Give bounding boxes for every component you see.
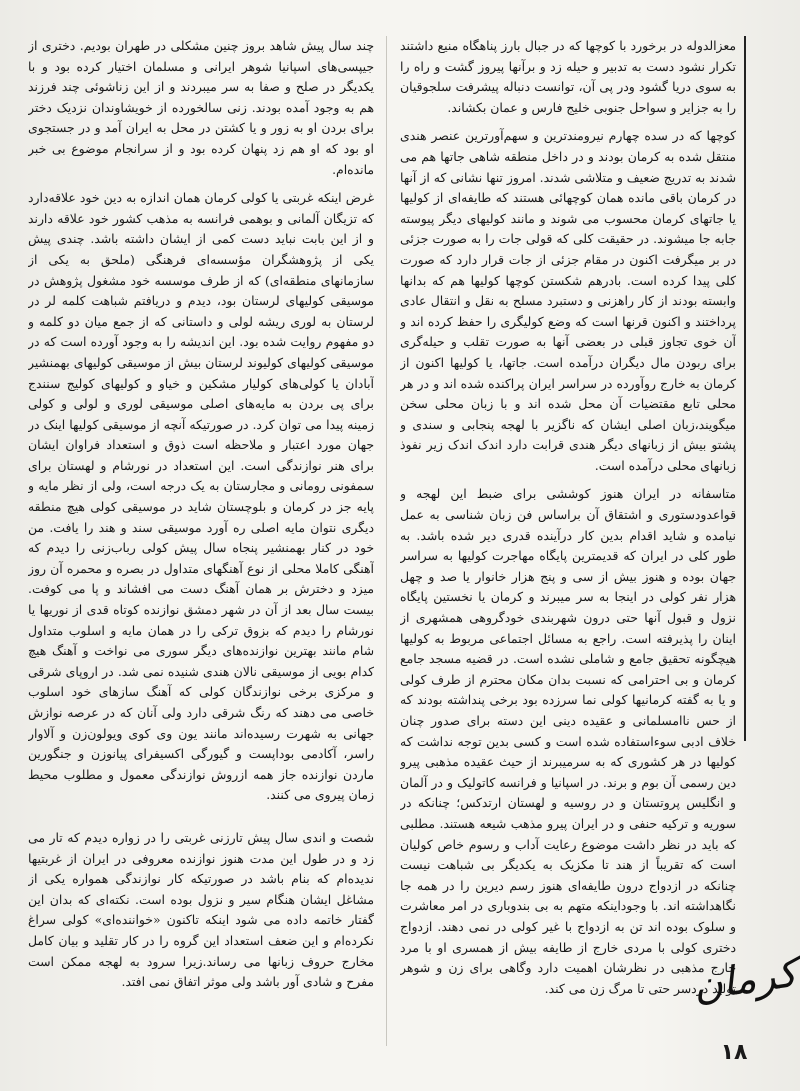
- left-column: [28, 36, 374, 1056]
- page-number: ۱۸: [720, 1040, 748, 1065]
- column-divider: [386, 36, 387, 1046]
- paragraph: کوچها که در سده چهارم نیرومندترین و سهم‌آورترین عنصر هندی منتقل شده به کرمان بودند و در داخل منطقه شاهی جاتها هم می شدند به تدریج ضعیف و متلاشی شدند. امروز تنها نشانی که از آنها در کرمان باقی مانده همان کوچهائی هستند که طایفه‌ای از کولیها یا جاتهای کرمان محسوب می شوند و مانند کولیهای دیگر پیوسته جابه جا میشوند. در حقیقت کلی که قولی جات را به صورت جزئی در بر میگرفت اکنون در مقام جزئی از جات قرار دارد که صورت کلی پیدا کرده است. بادرهم شکستن کوچها کولیها هم که بدانها وابسته بودند از کار راهزنی و دستبرد مسلح به نقل و انتقال عادی پرداختند و اکنون قرنها است که وضع کولیگری را حفظ کرده اند و آن خوی تجاوز قبلی در بعضی آنها به صورت تقلب و حیله‌گری برای ربودن مال دیگران درآمده است. جاتها، یا کولیها اکنون از کرمان به خارج روآورده در سراسر ایران پراکنده شده اند و در هر محلی تابع مقتضیات آن محل شده اند و با زبان محلی سخن میگویند،زبان اصلی ایشان که ناگزیر با لهجه پنجابی و سندی و پشتو بیش از زبانهای دیگر هندی قرابت دارد اندک اندک زیر نفوذ زبانهای محلی درآمده است.: [400, 128, 736, 473]
- right-column: [400, 36, 736, 1036]
- section-gap: [28, 814, 374, 828]
- paragraph: معزالدوله در برخورد با کوچها که در جبال بارز پناهگاه منیع داشتند تکرار نشود دست به تدبیر و حیله زد و برآنها پیروز گشت و راه را به سوی دریا گشود ودر پی آن، توانست دنباله پیشرفت سلجوقیان را به جزایر و سواحل جنوبی خلیج فارس و عمان بکشاند.: [400, 38, 736, 115]
- paragraph: چند سال پیش شاهد بروز چنین مشکلی در طهران بودیم. دختری از جیپسی‌های اسپانیا شوهر ایرانی و مسلمان اختیار کرده بود و با یکدیگر در صلح و صفا به سر میبردند و از این زناشوئی چند فرزند هم به وجود آمده بودند. زنی سالخورده از خویشاوندان نزدیک دختر برای بردن او به زور و یا کشتن در محل به ایران آمد و در جستجوی او بود که او هم زد پنهان کرده بود و از سرانجام موضوع بی خبر مانده‌ام.: [28, 38, 374, 177]
- paragraph: غرض اینکه غربتی یا کولی کرمان همان اندازه به دین خود علاقه‌دارد که تزیگان آلمانی و بوهمی فرانسه به مذهب کشور خود علاقه دارند و از این بابت نباید دست کمی از ایشان داشته باشد. چندی پیش یکی از پژوهشگران مؤسسه‌ای فرهنگی (ملحق به یکی از سازمانهای منطقه‌ای) که از طرف موسسه خود مشغول پژوهش در موسیقی کولیهای لرستان بود، دیدم و دریافتم شباهت کلمه لر در لرستان به لوری ریشه لولی و داستانی که از جمع میان دو کلمه و دو مفهوم روایت شده بود. این اندیشه را به وجود آورده است که در موسیقی کولیهای کولیوند لرستان بیش از موسیقی کولیهای بهمنشیر آبادان یا کولی‌های کولیار مشکین و خیاو و کولیهای کولیج سنندج برای پی بردن به مایه‌های اصلی موسیقی لوری و لولی و کولی زمینه پیدا می توان کرد. در صورتیکه آنچه از موسیقی کولیها اینک در جهان مورد اعتبار و ملاحظه است ذوق و استعداد فراوان ایشان برای هنر نوازندگی است. این استعداد در نورشام و لهستان برای سمفونی رومانی و مجارستان به یک درجه است، ولی از نظر مایه و پایه جز در کرمان و بلوچستان شاید در موسیقی کولی هیچ منطقه دیگری نتوان مایه اصلی ره آورد موسیقی سند و هند را یافت. من خود در کنار بهمنشیر پنجاه سال پیش کولی رباب‌زنی را دیدم که آهنگی کاملا محلی از نوع آهنگهای متداول در بصره و محمره آن روز میزد و دخترش بر همان آهنگ دست می افشاند و پا می کوفت. بیست سال بعد از آن در شهر دمشق نوازنده کوتاه قدی از نوریها یا نورشام را دیدم که بزوق ترکی را در همان مایه و اسلوب متداول شام مانند بهترین نوازنده‌های دیگر سوری می نواخت و آهنگ هیچ کدام بویی از موسیقی نالان هندی شنیده نمی شد. در اروپای شرقی و مرکزی برخی نوازندگان کولی که آهنگ سازهای خود اسلوب خاصی می دهند که رنگ شرقی دارد ولی آنان که در عرصه نوازش جهانی به شهرت رسیده‌اند مانند یون وی کوی ویولون‌زن و آلاوار راسر، آکادمی بوداپست و گیورگی اکسیفرای پیانوزن و جنگورین ماردن نوازنده جاز همه ازروش نوازندگی معمول و مطلوب محیط زمان پیروی می کنند.: [28, 190, 374, 803]
- paragraph: متاسفانه در ایران هنوز کوششی برای ضبط این لهجه و قواعدودستوری و اشتقاق آن براساس فن زبان شناسی به عمل نیامده و شاید اقدام بدین کار درآینده قدری دیر شده باشد. به طور کلی در ایران که قدیمترین پایگاه مهاجرت کولیها به سراسر جهان بوده و هنوز بیش از سی و پنج هزار خانوار یا صد و چهل هزار نفر کولی در اینجا به سر میبرند و کرمان یا نخستین پایگاه نزول و قبول آنها حتی درون شهربندی خودگروهی همشهری از اینان را پذیرفته است. راجع به مسائل اجتماعی مربوط به کولیها هیچگونه تحقیق جامع و شاملی نشده است. در قضیه مسجد جامع کرمان و بی احترامی که نسبت بدان مکان محترم از طرف کولی و یا به گفته کرمانیها کولی نما سرزده بود برخی پنداشته بودند که از حس ناامسلمانی و عقیده دینی این دسته برای صدور چنان خلاف ادبی سوءاستفاده شده است و کسی بدین توجه نداشت که کولیها در هر کشوری که به سرمیبرند از حیث عقیده مذهبی پیرو دین رسمی آن بوم و برند. در اسپانیا و فرانسه کاتولیک و در آلمان و انگلیس پروتستان و در روسیه و لهستان ارتدکس؛ چنانکه در سوریه و ترکیه حنفی و در ایران پیرو مذهب شیعه هستند. مطلبی که باید در نظر داشت موضوع رعایت آداب و رسوم خاص کولیان است که تقریباً از هند تا مکزیک به یکدیگر بی شباهت نیست چنانکه در ازدواج درون طایفه‌ای هنوز رسم دیرین را در همه جا نگاهداشته اند. با وجوداینکه متهم به بی بندوباری در امر معاشرت و سلوک بوده اند تن به ازدواج با غیر کولی در نمی دهند. ازدواج دختری کولی با مردی خارج از طایفه بیش از همسری او با مرد خارج مذهبی در نظرشان اهمیت دارد وگاهی برای زن و شوهر تولید دردسر حتی تا مرگ زن می کند.: [400, 486, 736, 996]
- margin-rule: [744, 36, 746, 741]
- paragraph: شصت و اندی سال پیش تارزنی غربتی را در زواره دیدم که تار می زد و در طول این مدت هنوز نوازنده معروفی در ایران از غربتیها ندیده‌ام که بنام باشد در صورتیکه کار نوازندگی همواره یکی از مشاغل ایشان هنگام سیر و نزول بوده است. نکته‌ای که بدان این گفتار خاتمه داده می شود اینکه تاکنون «خواننده‌ای» کولی سراغ نکرده‌ام و این ضعف استعداد این گروه را در کار تقلید و بیان کامل مخارج حروف زبانها می رساند.زیرا سرود به لهجه ممکن است مفرح و شادی آور باشد ولی موثر اتفاق نمی افتد.: [28, 829, 374, 990]
- magazine-logo: کرمان: [690, 949, 800, 1011]
